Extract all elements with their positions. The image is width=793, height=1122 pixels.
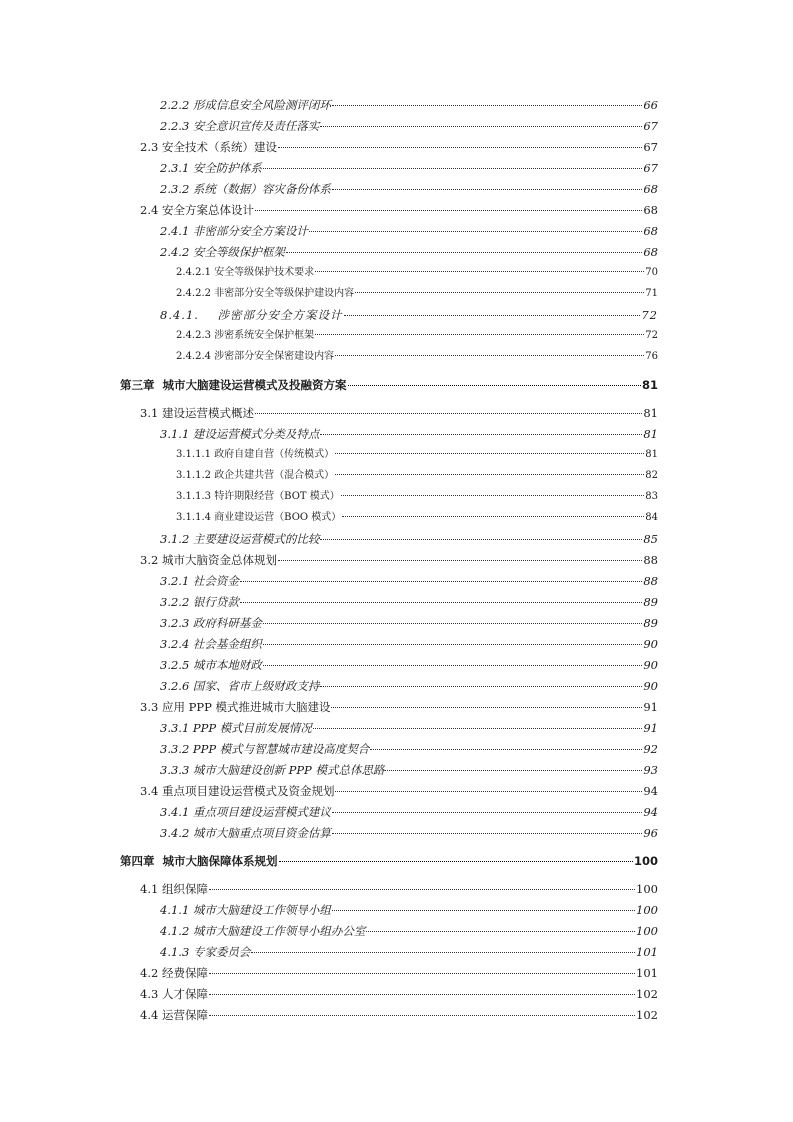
toc-dot-leader xyxy=(385,770,642,771)
toc-entry[interactable] xyxy=(160,159,658,177)
toc-entry[interactable] xyxy=(160,761,658,779)
toc-entry-number: 2.4.2 xyxy=(160,245,190,259)
toc-page-number: 72 xyxy=(641,308,658,322)
toc-page-number: 81 xyxy=(643,427,658,441)
toc-dot-leader xyxy=(355,292,644,293)
toc-entry-title xyxy=(160,614,262,632)
toc-dot-leader xyxy=(332,189,642,190)
toc-entry-title xyxy=(160,740,369,758)
toc-entry-number: 3.4.2 xyxy=(160,826,190,840)
toc-entry[interactable] xyxy=(160,677,658,695)
toc-entry-text: 涉密系统安全保护框架 xyxy=(214,330,315,341)
toc-entry-text: 经费保障 xyxy=(161,966,208,980)
toc-entry[interactable] xyxy=(160,530,658,548)
toc-entry[interactable] xyxy=(160,824,658,842)
toc-entry-number: 4.1 xyxy=(140,882,159,896)
toc-page-number: 68 xyxy=(643,203,658,217)
toc-entry-text: 建设运营模式分类及特点 xyxy=(192,427,320,441)
toc-page-number: 90 xyxy=(643,658,658,672)
toc-entry-number: 3.2.1 xyxy=(160,574,190,588)
toc-page-number: 88 xyxy=(643,553,658,567)
toc-page-number: 90 xyxy=(643,637,658,651)
toc-entry-title xyxy=(176,327,314,345)
toc-entry-number: 2.3 xyxy=(140,140,159,154)
toc-dot-leader xyxy=(240,581,642,582)
toc-dot-leader xyxy=(332,833,642,834)
toc-entry-text: 安全方案总体设计 xyxy=(161,203,254,217)
toc-page-number: 92 xyxy=(643,742,658,756)
toc-dot-leader xyxy=(240,602,642,603)
toc-entry-number: 3.1.1.3 xyxy=(176,491,211,502)
toc-entry[interactable] xyxy=(140,138,658,156)
toc-entry-number: 3.3.2 xyxy=(160,742,190,756)
toc-entry-title xyxy=(160,572,239,590)
toc-entry-title xyxy=(176,264,314,282)
toc-entry-text: 银行贷款 xyxy=(192,595,239,609)
toc-entry-title xyxy=(176,446,334,464)
toc-entry-title xyxy=(160,677,319,695)
toc-entry-text: 政府自建自营（传统模式） xyxy=(214,449,335,460)
toc-entry-text: 应用 PPP 模式推进城市大脑建设 xyxy=(161,700,331,714)
toc-entry-text: 涉密部分安全保密建设内容 xyxy=(214,351,335,362)
toc-page-number: 96 xyxy=(643,826,658,840)
toc-entry-title xyxy=(140,985,208,1003)
toc-entry-title xyxy=(140,404,254,422)
toc-entry-number: 8.4.1. xyxy=(160,308,199,322)
toc-entry-number: 3.4.1 xyxy=(160,805,190,819)
toc-entry-number: 3.2.4 xyxy=(160,637,190,651)
toc-entry-text: 政企共建共营（混合模式） xyxy=(214,470,335,481)
toc-page-number: 76 xyxy=(645,351,658,362)
toc-entry[interactable] xyxy=(160,922,658,940)
toc-entry-title xyxy=(160,761,384,779)
toc-page-number: 91 xyxy=(643,700,658,714)
toc-entry-number: 3.2.5 xyxy=(160,658,190,672)
toc-entry-number: 2.3.2 xyxy=(160,182,190,196)
toc-page-number: 68 xyxy=(643,182,658,196)
toc-entry-title xyxy=(160,159,262,177)
toc-page-number: 71 xyxy=(645,288,658,299)
toc-page-number: 84 xyxy=(645,512,658,523)
toc-entry-text: 组织保障 xyxy=(161,882,208,896)
toc-entry-number: 2.4 xyxy=(140,203,159,217)
toc-page-number: 90 xyxy=(643,679,658,693)
toc-dot-leader xyxy=(209,973,635,974)
toc-entry-title xyxy=(140,964,208,982)
toc-page-number: 100 xyxy=(633,854,658,868)
toc-page-number: 72 xyxy=(645,330,658,341)
toc-entry-number: 第三章 xyxy=(120,378,155,392)
toc-entry-text: 非密部分安全方案设计 xyxy=(192,224,308,238)
toc-entry-number: 3.1.1.4 xyxy=(176,512,211,523)
toc-page-number: 70 xyxy=(645,267,658,278)
toc-entry-title xyxy=(140,698,330,716)
toc-entry[interactable] xyxy=(176,327,658,345)
toc-entry-text: 社会基金组织 xyxy=(192,637,262,651)
toc-dot-leader xyxy=(315,334,644,335)
toc-entry-text: 政府科研基金 xyxy=(192,616,262,630)
toc-dot-leader xyxy=(255,210,642,211)
toc-page-number: 94 xyxy=(643,805,658,819)
toc-dot-leader xyxy=(335,453,644,454)
toc-entry-title xyxy=(160,824,331,842)
toc-dot-leader xyxy=(251,952,635,953)
toc-page-number: 100 xyxy=(636,924,658,938)
toc-entry-title xyxy=(160,117,319,135)
toc-entry[interactable] xyxy=(176,264,658,282)
toc-entry-text: 非密部分安全等级保护建设内容 xyxy=(214,288,355,299)
toc-entry-number: 3.1.1.1 xyxy=(176,449,211,460)
toc-entry[interactable] xyxy=(160,222,658,240)
toc-page-number: 68 xyxy=(643,224,658,238)
toc-entry-number: 3.2.2 xyxy=(160,595,190,609)
toc-page-number: 81 xyxy=(645,449,658,460)
toc-entry-text: PPP 模式目前发展情况 xyxy=(192,721,312,735)
toc-dot-leader xyxy=(335,791,642,792)
toc-entry-title xyxy=(160,425,319,443)
toc-entry-text: 运营保障 xyxy=(161,1008,208,1022)
toc-entry-title xyxy=(160,180,331,198)
toc-page-number: 67 xyxy=(643,140,658,154)
toc-page-number: 83 xyxy=(645,491,658,502)
toc-entry-number: 3.4 xyxy=(140,784,159,798)
toc-entry-text: 人才保障 xyxy=(161,987,208,1001)
toc-entry[interactable] xyxy=(160,943,658,961)
toc-entry[interactable] xyxy=(160,96,658,114)
toc-dot-leader xyxy=(313,728,643,729)
toc-entry[interactable] xyxy=(140,1006,658,1024)
toc-page-number: 82 xyxy=(645,470,658,481)
toc-entry-title xyxy=(140,782,334,800)
toc-entry-number: 2.4.2.1 xyxy=(176,267,211,278)
toc-entry-title xyxy=(140,201,254,219)
toc-entry-title xyxy=(160,530,319,548)
toc-entry-text: 系统（数据）容灾备份体系 xyxy=(192,182,331,196)
toc-entry[interactable] xyxy=(140,551,658,569)
toc-entry[interactable] xyxy=(160,180,658,198)
toc-dot-leader xyxy=(315,271,644,272)
toc-entry-number: 2.4.1 xyxy=(160,224,190,238)
toc-dot-leader xyxy=(263,623,642,624)
toc-entry-number: 3.2 xyxy=(140,553,159,567)
toc-page-number: 91 xyxy=(643,721,658,735)
toc-page-number: 67 xyxy=(643,119,658,133)
toc-page-number: 100 xyxy=(636,882,658,896)
toc-dot-leader xyxy=(209,1015,635,1016)
toc-entry-number: 3.1 xyxy=(140,406,159,420)
toc-entry-title xyxy=(160,96,331,114)
toc-entry[interactable] xyxy=(140,985,658,1003)
toc-entry-text: 城市大脑保障体系规划 xyxy=(162,854,278,868)
toc-entry-text: 安全意识宣传及责任落实 xyxy=(192,119,320,133)
toc-page-number: 66 xyxy=(643,98,658,112)
toc-entry[interactable] xyxy=(160,901,658,919)
toc-entry[interactable] xyxy=(160,243,658,261)
toc-entry-title xyxy=(160,922,365,940)
toc-entry-number: 4.3 xyxy=(140,987,159,1001)
toc-entry-text: 城市大脑建设运营模式及投融资方案 xyxy=(162,378,347,392)
toc-entry[interactable] xyxy=(160,117,658,135)
toc-dot-leader xyxy=(320,686,642,687)
toc-entry-number: 4.2 xyxy=(140,966,159,980)
toc-entry[interactable] xyxy=(176,488,658,506)
toc-entry-text: 主要建设运营模式的比较 xyxy=(192,532,320,546)
toc-entry-text: 城市大脑建设工作领导小组 xyxy=(192,903,331,917)
toc-entry-number: 4.1.1 xyxy=(160,903,190,917)
toc-entry-text: 特许期限经营（BOT 模式） xyxy=(214,491,340,502)
toc-entry-title xyxy=(160,943,250,961)
toc-page-number: 102 xyxy=(636,987,658,1001)
toc-dot-leader xyxy=(341,495,644,496)
toc-dot-leader xyxy=(335,474,644,475)
toc-entry[interactable] xyxy=(160,719,658,737)
toc-entry-title xyxy=(176,509,341,527)
toc-entry[interactable] xyxy=(160,656,658,674)
toc-page-number: 94 xyxy=(643,784,658,798)
toc-entry-text: PPP 模式与智慧城市建设高度契合 xyxy=(192,742,370,756)
toc-entry-text: 城市大脑建设工作领导小组办公室 xyxy=(192,924,366,938)
toc-entry-number: 3.1.2 xyxy=(160,532,190,546)
toc-entry-title xyxy=(160,719,312,737)
toc-entry-title xyxy=(160,306,343,324)
toc-dot-leader xyxy=(279,861,633,862)
toc-entry-text: 重点项目建设运营模式及资金规划 xyxy=(161,784,335,798)
toc-entry-title xyxy=(140,880,208,898)
toc-dot-leader xyxy=(263,644,642,645)
toc-page-number: 101 xyxy=(636,945,658,959)
toc-dot-leader xyxy=(320,434,642,435)
toc-page-number: 93 xyxy=(643,763,658,777)
toc-entry-title xyxy=(140,1006,208,1024)
toc-entry-title xyxy=(160,901,331,919)
toc-entry-title xyxy=(160,222,308,240)
toc-entry-text: 安全防护体系 xyxy=(192,161,262,175)
toc-dot-leader xyxy=(332,105,642,106)
toc-chapter-entry[interactable] xyxy=(120,376,658,394)
toc-dot-leader xyxy=(370,749,642,750)
toc-entry[interactable] xyxy=(140,782,658,800)
toc-entry-text: 城市大脑建设创新 PPP 模式总体思路 xyxy=(192,763,385,777)
toc-dot-leader xyxy=(309,231,642,232)
toc-entry-number: 3.2.3 xyxy=(160,616,190,630)
toc-entry-text: 安全等级保护技术要求 xyxy=(214,267,315,278)
toc-entry[interactable] xyxy=(160,614,658,632)
toc-entry-title xyxy=(140,551,277,569)
toc-entry-text: 形成信息安全风险测评闭环 xyxy=(192,98,331,112)
toc-page-number: 100 xyxy=(636,903,658,917)
toc-entry-gap xyxy=(155,378,163,392)
toc-dot-leader xyxy=(342,516,644,517)
toc-entry[interactable] xyxy=(140,964,658,982)
toc-page-number: 81 xyxy=(641,378,658,392)
toc-entry[interactable] xyxy=(140,404,658,422)
toc-page-number: 102 xyxy=(636,1008,658,1022)
toc-entry-text: 重点项目建设运营模式建议 xyxy=(192,805,331,819)
toc-dot-leader xyxy=(335,355,644,356)
toc-dot-leader xyxy=(209,889,635,890)
toc-entry[interactable] xyxy=(140,698,658,716)
toc-entry[interactable] xyxy=(176,467,658,485)
toc-entry[interactable] xyxy=(176,285,658,303)
toc-entry-number: 3.3 xyxy=(140,700,159,714)
toc-dot-leader xyxy=(331,707,642,708)
toc-entry-title xyxy=(160,656,262,674)
toc-entry-number: 2.4.2.4 xyxy=(176,351,211,362)
toc-entry[interactable] xyxy=(160,635,658,653)
toc-entry-title xyxy=(160,803,331,821)
toc-entry-number: 3.1.1 xyxy=(160,427,190,441)
toc-entry-gap xyxy=(155,854,163,868)
toc-entry-text: 涉密部分安全方案设计 xyxy=(217,308,343,322)
toc-entry-title xyxy=(160,635,262,653)
toc-page-number: 101 xyxy=(636,966,658,980)
toc-entry-title xyxy=(176,467,334,485)
toc-entry-number: 3.1.1.2 xyxy=(176,470,211,481)
toc-entry-number: 4.1.3 xyxy=(160,945,190,959)
toc-entry[interactable] xyxy=(160,425,658,443)
toc-page-number: 89 xyxy=(643,595,658,609)
toc-dot-leader xyxy=(332,812,642,813)
toc-dot-leader xyxy=(332,910,635,911)
toc-entry-text: 安全等级保护框架 xyxy=(192,245,285,259)
toc-entry-number: 4.1.2 xyxy=(160,924,190,938)
toc-entry-number: 3.3.3 xyxy=(160,763,190,777)
toc-dot-leader xyxy=(278,147,642,148)
toc-dot-leader xyxy=(263,665,642,666)
toc-entry-title xyxy=(120,376,347,394)
toc-dot-leader xyxy=(344,315,641,316)
toc-page-number: 89 xyxy=(643,616,658,630)
toc-entry-title xyxy=(160,243,285,261)
toc-entry-number: 2.4.2.2 xyxy=(176,288,211,299)
toc-entry-text: 专家委员会 xyxy=(192,945,251,959)
toc-entry-text: 国家、省市上级财政支持 xyxy=(192,679,320,693)
toc-entry[interactable] xyxy=(160,572,658,590)
toc-entry-title xyxy=(176,488,340,506)
toc-entry-text: 商业建设运营（BOO 模式） xyxy=(214,512,342,523)
toc-dot-leader xyxy=(209,994,635,995)
toc-entry[interactable] xyxy=(160,803,658,821)
toc-entry-number: 第四章 xyxy=(120,854,155,868)
toc-entry-text: 城市大脑重点项目资金估算 xyxy=(192,826,331,840)
toc-entry-number: 2.3.1 xyxy=(160,161,190,175)
toc-dot-leader xyxy=(320,126,642,127)
toc-entry-number: 2.2.2 xyxy=(160,98,190,112)
toc-entry[interactable] xyxy=(160,593,658,611)
toc-entry[interactable] xyxy=(160,306,658,324)
toc-dot-leader xyxy=(320,539,642,540)
toc-entry-text: 安全技术（系统）建设 xyxy=(161,140,277,154)
toc-page-number: 88 xyxy=(643,574,658,588)
toc-entry[interactable] xyxy=(176,348,658,366)
toc-entry[interactable] xyxy=(160,740,658,758)
toc-entry-number: 2.4.2.3 xyxy=(176,330,211,341)
toc-entry-title xyxy=(120,852,278,870)
toc-entry-number: 3.3.1 xyxy=(160,721,190,735)
toc-chapter-entry[interactable] xyxy=(120,852,658,870)
toc-entry-title xyxy=(160,593,239,611)
toc-entry[interactable] xyxy=(140,880,658,898)
toc-entry-number: 4.4 xyxy=(140,1008,159,1022)
toc-entry-title xyxy=(176,285,354,303)
toc-entry-text: 社会资金 xyxy=(192,574,239,588)
toc-dot-leader xyxy=(286,252,642,253)
toc-entry[interactable] xyxy=(176,509,658,527)
toc-entry-gap xyxy=(199,308,218,322)
toc-page-number: 81 xyxy=(643,406,658,420)
toc-entry-title xyxy=(140,138,277,156)
toc-page-number: 68 xyxy=(643,245,658,259)
toc-dot-leader xyxy=(366,931,635,932)
toc-dot-leader xyxy=(255,413,642,414)
toc-dot-leader xyxy=(278,560,642,561)
toc-entry-number: 2.2.3 xyxy=(160,119,190,133)
toc-entry-text: 城市本地财政 xyxy=(192,658,262,672)
toc-entry[interactable] xyxy=(176,446,658,464)
toc-page-number: 67 xyxy=(643,161,658,175)
toc-entry[interactable] xyxy=(140,201,658,219)
toc-entry-number: 3.2.6 xyxy=(160,679,190,693)
toc-dot-leader xyxy=(348,385,641,386)
toc-page-number: 85 xyxy=(643,532,658,546)
toc-dot-leader xyxy=(263,168,642,169)
toc-entry-title xyxy=(176,348,334,366)
toc-entry-text: 城市大脑资金总体规划 xyxy=(161,553,277,567)
toc-entry-text: 建设运营模式概述 xyxy=(161,406,254,420)
